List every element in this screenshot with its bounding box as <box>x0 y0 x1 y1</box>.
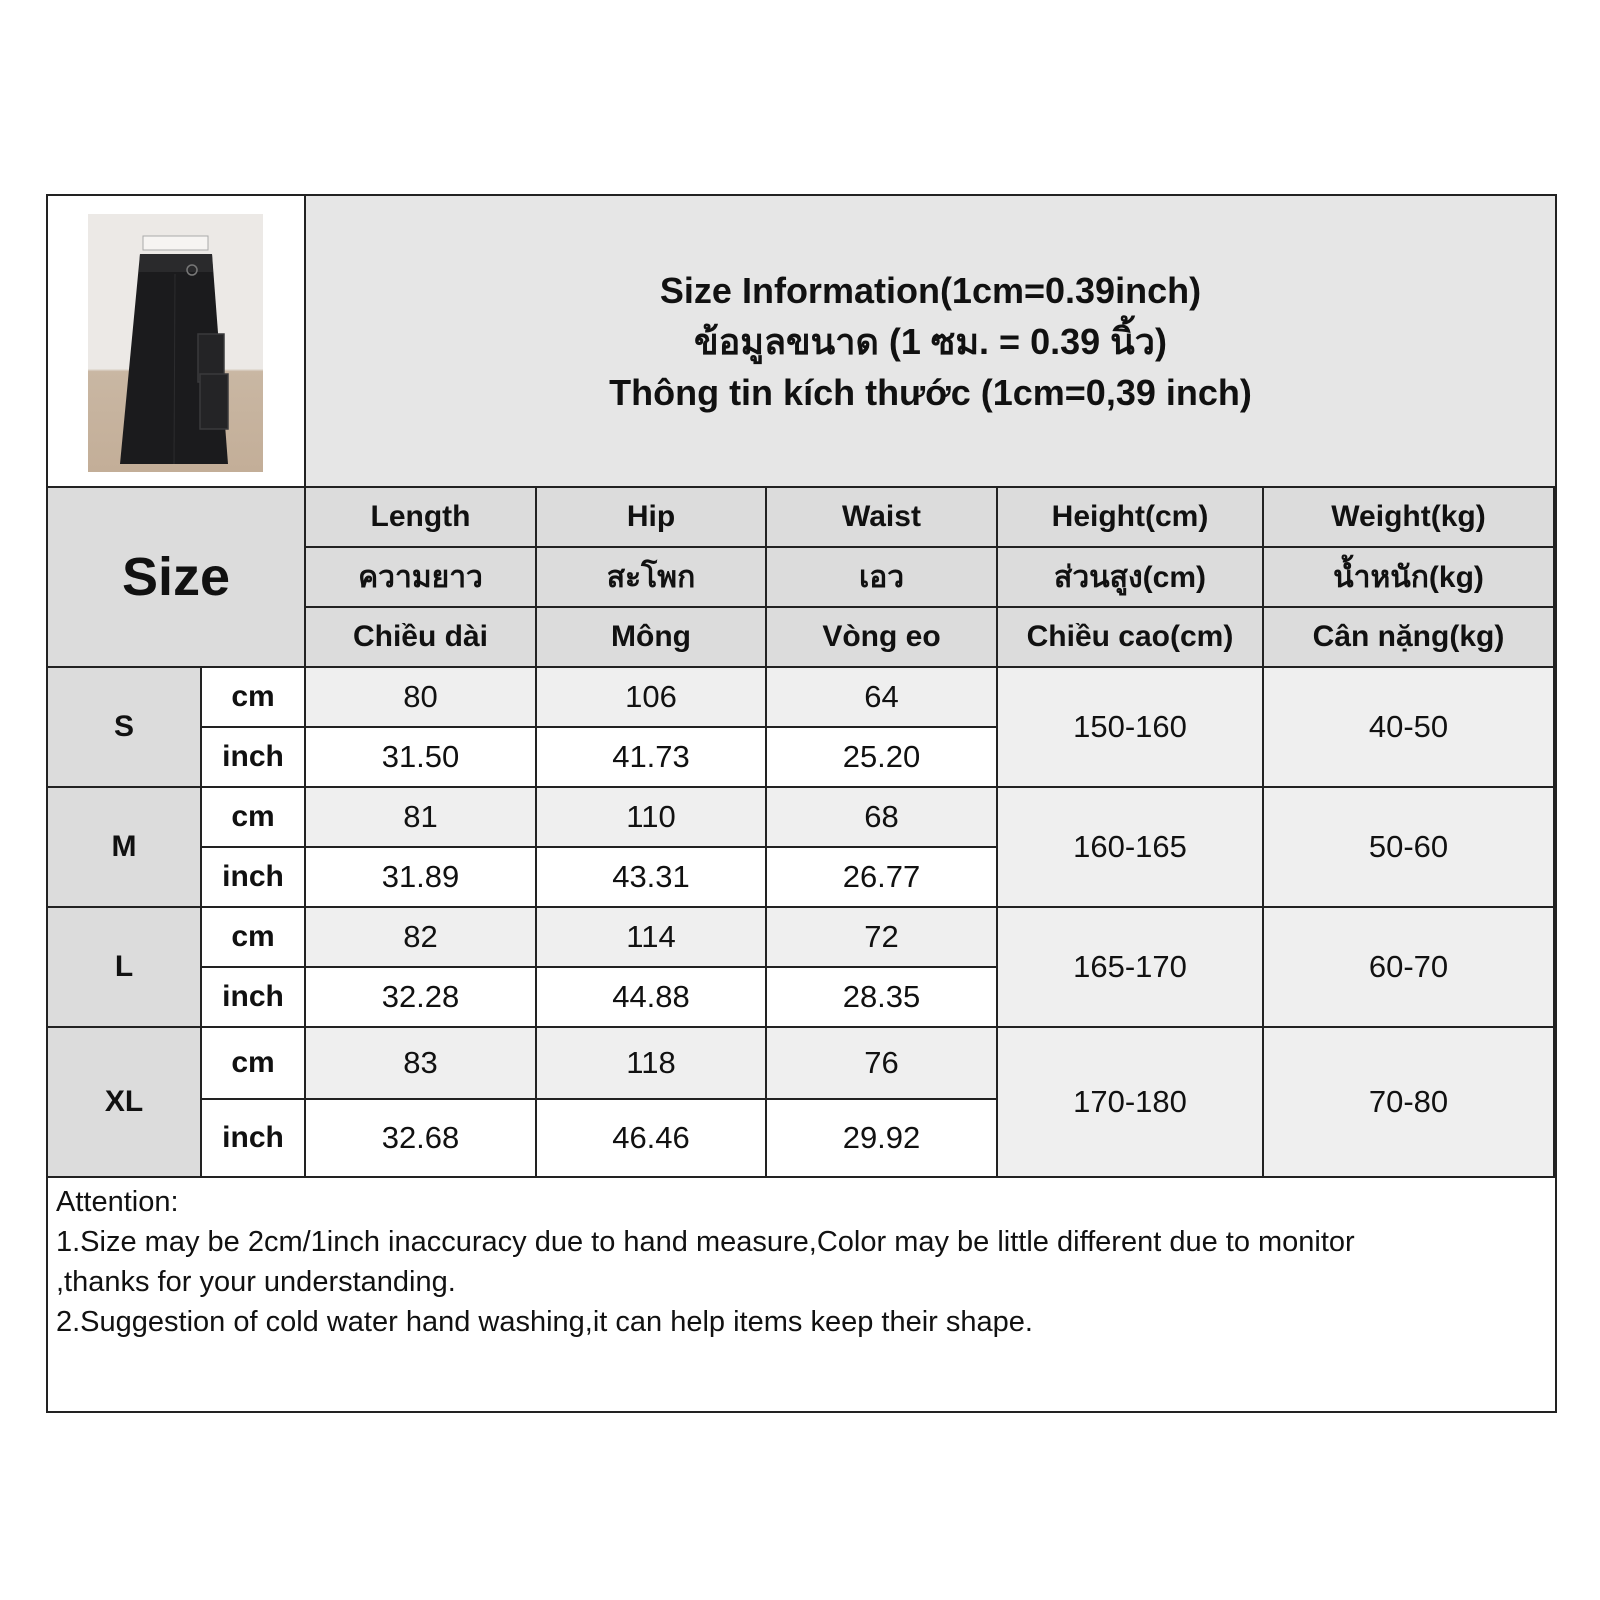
l-waist-cm: 72 <box>767 908 998 968</box>
unit-label-cm: cm <box>202 1028 306 1100</box>
l-height-range: 165-170 <box>998 908 1264 1028</box>
xl-weight-range: 70-80 <box>1264 1028 1555 1178</box>
unit-label-inch: inch <box>202 848 306 908</box>
column-header-weight-th: น้ำหนัก(kg) <box>1264 548 1555 608</box>
unit-label-inch: inch <box>202 968 306 1028</box>
xl-waist-cm: 76 <box>767 1028 998 1100</box>
m-hip-inch: 43.31 <box>537 848 767 908</box>
m-length-cm: 81 <box>306 788 537 848</box>
notes-heading: Attention: <box>56 1186 179 1218</box>
m-height-range: 160-165 <box>998 788 1264 908</box>
l-waist-inch: 28.35 <box>767 968 998 1028</box>
note-line-1-continued: ,thanks for your understanding. <box>56 1266 456 1298</box>
attention-notes <box>48 1178 1555 1411</box>
size-label-m: M <box>48 788 202 908</box>
l-length-inch: 32.28 <box>306 968 537 1028</box>
column-header-height-vi: Chiều cao(cm) <box>998 608 1264 668</box>
l-hip-inch: 44.88 <box>537 968 767 1028</box>
column-header-length-th: ความยาว <box>306 548 537 608</box>
column-header-hip-vi: Mông <box>537 608 767 668</box>
size-label-xl: XL <box>48 1028 202 1178</box>
column-header-length-en: Length <box>306 488 537 548</box>
column-header-weight-en: Weight(kg) <box>1264 488 1555 548</box>
xl-waist-inch: 29.92 <box>767 1100 998 1178</box>
l-hip-cm: 114 <box>537 908 767 968</box>
title-english: Size Information(1cm=0.39inch) <box>659 269 1202 311</box>
s-waist-cm: 64 <box>767 668 998 728</box>
m-waist-cm: 68 <box>767 788 998 848</box>
title-thai: ข้อมูลขนาด (1 ซม. = 0.39 นิ้ว) <box>694 320 1167 362</box>
column-header-waist-vi: Vòng eo <box>767 608 998 668</box>
column-header-length-vi: Chiều dài <box>306 608 537 668</box>
l-length-cm: 82 <box>306 908 537 968</box>
xl-length-cm: 83 <box>306 1028 537 1100</box>
black-cargo-skirt-photo-icon <box>88 214 263 472</box>
size-header: Size <box>48 488 306 668</box>
xl-height-range: 170-180 <box>998 1028 1264 1178</box>
size-chart-table <box>46 194 1557 1413</box>
s-height-range: 150-160 <box>998 668 1264 788</box>
column-header-hip-en: Hip <box>537 488 767 548</box>
column-header-weight-vi: Cân nặng(kg) <box>1264 608 1555 668</box>
m-weight-range: 50-60 <box>1264 788 1555 908</box>
unit-label-inch: inch <box>202 728 306 788</box>
m-length-inch: 31.89 <box>306 848 537 908</box>
note-line-1: 1.Size may be 2cm/1inch inaccuracy due to hand measure,Color may be little different due to monitor <box>56 1226 1355 1258</box>
size-information-title <box>306 196 1555 488</box>
l-weight-range: 60-70 <box>1264 908 1555 1028</box>
column-header-height-th: ส่วนสูง(cm) <box>998 548 1264 608</box>
s-hip-inch: 41.73 <box>537 728 767 788</box>
xl-hip-inch: 46.46 <box>537 1100 767 1178</box>
xl-hip-cm: 118 <box>537 1028 767 1100</box>
unit-label-cm: cm <box>202 668 306 728</box>
title-vietnamese: Thông tin kích thước (1cm=0,39 inch) <box>609 371 1252 413</box>
column-header-waist-en: Waist <box>767 488 998 548</box>
unit-label-cm: cm <box>202 908 306 968</box>
column-header-height-en: Height(cm) <box>998 488 1264 548</box>
xl-length-inch: 32.68 <box>306 1100 537 1178</box>
m-waist-inch: 26.77 <box>767 848 998 908</box>
s-length-inch: 31.50 <box>306 728 537 788</box>
column-header-hip-th: สะโพก <box>537 548 767 608</box>
s-length-cm: 80 <box>306 668 537 728</box>
column-header-waist-th: เอว <box>767 548 998 608</box>
s-hip-cm: 106 <box>537 668 767 728</box>
s-weight-range: 40-50 <box>1264 668 1555 788</box>
unit-label-inch: inch <box>202 1100 306 1178</box>
product-photo-cell <box>48 196 306 488</box>
size-label-s: S <box>48 668 202 788</box>
s-waist-inch: 25.20 <box>767 728 998 788</box>
unit-label-cm: cm <box>202 788 306 848</box>
note-line-2: 2.Suggestion of cold water hand washing,it can help items keep their shape. <box>56 1306 1033 1338</box>
m-hip-cm: 110 <box>537 788 767 848</box>
size-label-l: L <box>48 908 202 1028</box>
